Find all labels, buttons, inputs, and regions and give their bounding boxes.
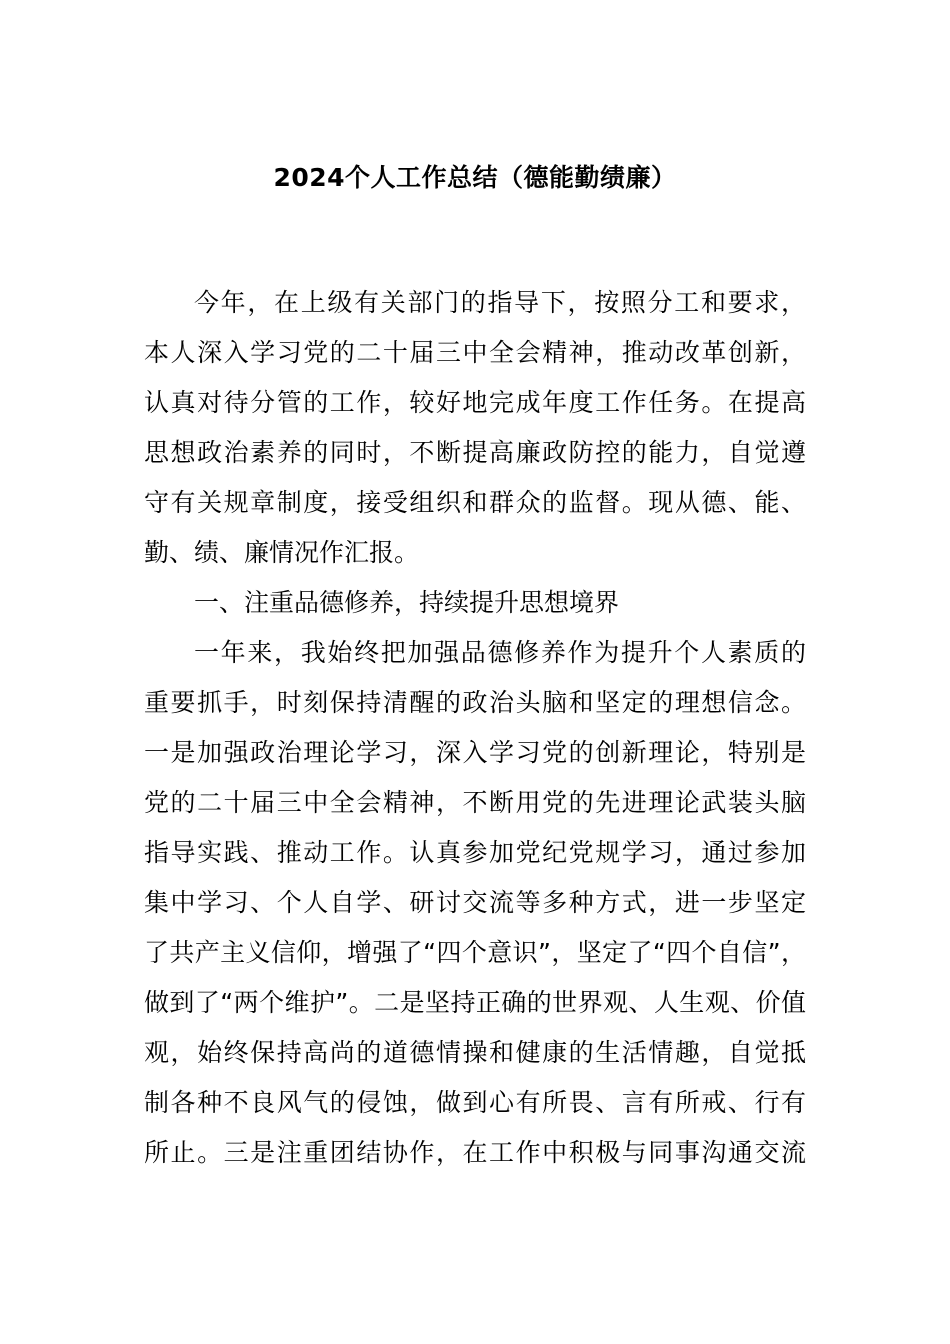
line-text: 观，始终保持高尚的道德情操和健康的生活情趣，自觉抵 xyxy=(144,1038,806,1067)
section-heading-text: 一、注重品德修养，持续提升思想境界 xyxy=(194,588,620,617)
paragraph-line xyxy=(144,428,806,478)
line-text: 制各种不良风气的侵蚀，做到心有所畏、言有所戒、行有 xyxy=(144,1088,806,1117)
document-title: 2024个人工作总结（德能勤绩廉） xyxy=(273,163,677,192)
paragraph-line xyxy=(144,928,806,978)
line-text: 今年，在上级有关部门的指导下，按照分工和要求， xyxy=(194,288,806,317)
paragraph-line xyxy=(144,1128,806,1178)
paragraph-line xyxy=(144,378,806,428)
paragraph-line xyxy=(144,1028,806,1078)
line-text: 认真对待分管的工作，较好地完成年度工作任务。在提高 xyxy=(144,388,806,417)
line-text: 做到了“两个维护”。二是坚持正确的世界观、人生观、价值 xyxy=(144,988,806,1017)
line-text: 守有关规章制度，接受组织和群众的监督。现从德、能、 xyxy=(144,488,806,517)
line-text: 本人深入学习党的二十届三中全会精神，推动改革创新， xyxy=(144,338,806,367)
paragraph-line xyxy=(144,278,806,328)
line-text: 了共产主义信仰，增强了“四个意识”，坚定了“四个自信”， xyxy=(144,938,806,967)
line-text: 一年来，我始终把加强品德修养作为提升个人素质的 xyxy=(194,638,806,667)
line-text: 所止。三是注重团结协作，在工作中积极与同事沟通交流 xyxy=(144,1138,806,1167)
line-text: 思想政治素养的同时，不断提高廉政防控的能力，自觉遵 xyxy=(144,438,806,467)
paragraph-line xyxy=(144,828,806,878)
line-text: 勤、绩、廉情况作汇报。 xyxy=(144,538,420,567)
line-text: 指导实践、推动工作。认真参加党纪党规学习，通过参加 xyxy=(144,838,806,867)
paragraph-line xyxy=(144,978,806,1028)
paragraph-line xyxy=(144,778,806,828)
line-text: 党的二十届三中全会精神，不断用党的先进理论武装头脑 xyxy=(144,788,806,817)
paragraph-line xyxy=(144,528,806,578)
paragraph-line xyxy=(144,678,806,728)
section-heading xyxy=(144,578,806,628)
paragraph-line xyxy=(144,878,806,928)
paragraph-line xyxy=(144,628,806,678)
line-text: 一是加强政治理论学习，深入学习党的创新理论，特别是 xyxy=(144,738,806,767)
paragraph-line xyxy=(144,478,806,528)
paragraph-line xyxy=(144,728,806,778)
line-text: 重要抓手，时刻保持清醒的政治头脑和坚定的理想信念。 xyxy=(144,688,806,717)
paragraph-line xyxy=(144,1078,806,1128)
paragraph-line xyxy=(144,328,806,378)
document-body xyxy=(144,278,806,1178)
line-text: 集中学习、个人自学、研讨交流等多种方式，进一步坚定 xyxy=(144,888,806,917)
